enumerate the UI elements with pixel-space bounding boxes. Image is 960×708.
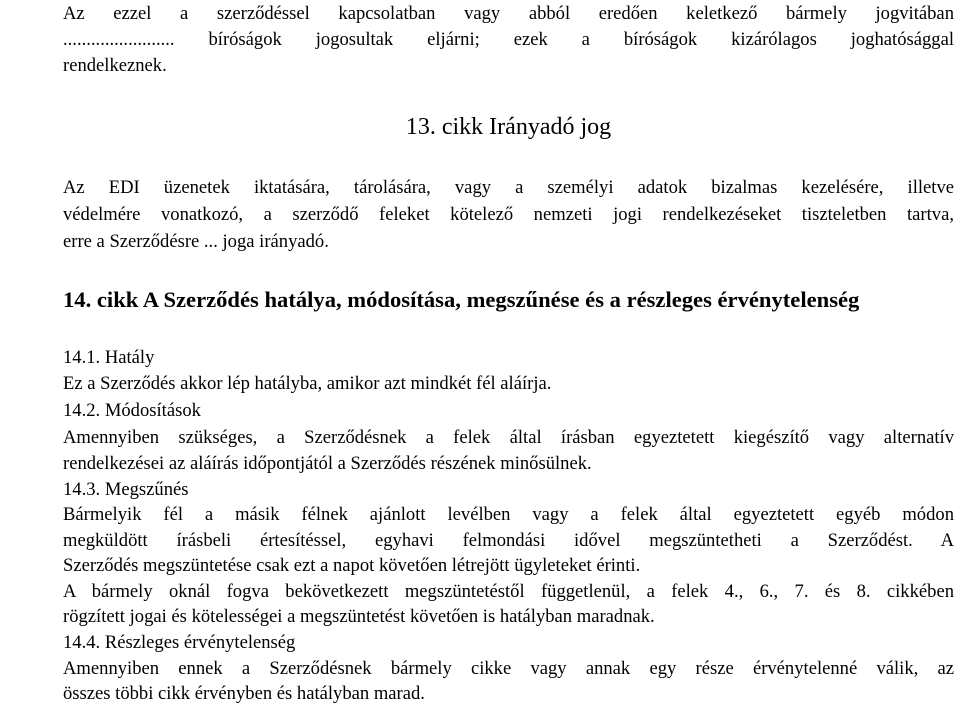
section-13-heading: 13. cikk Irányadó jog (405, 114, 612, 140)
intro-line-2: ........................ bíróságok jogosultak eljárni; ezek a bíróságok kizárólagos joghatósággal (63, 29, 954, 50)
subsection-14-3-line-3: Szerződés megszüntetése csak ezt a napot követően létrejött ügyleteket érinti. (63, 555, 641, 576)
subsection-14-3-line-1: Bármelyik fél a másik félnek ajánlott levélben vagy a felek által egyeztetett egyéb módon (63, 504, 954, 525)
subsection-14-2-title: 14.2. Módosítások (63, 400, 201, 421)
subsection-14-3-line-4: A bármely oknál fogva bekövetkezett megszüntetéstől függetlenül, a felek 4., 6., 7. és 8. cikkében (63, 581, 954, 602)
subsection-14-3-line-2: megküldött írásbeli értesítéssel, egyhavi felmondási idővel megszüntetheti a Szerződést. A (63, 530, 954, 551)
subsection-14-3-line-5: rögzített jogai és kötelességei a megszüntetést követően is hatályban maradnak. (63, 606, 655, 627)
subsection-14-4-title: 14.4. Részleges érvénytelenség (63, 632, 296, 653)
subsection-14-2-line-1: Amennyiben szükséges, a Szerződésnek a felek által írásban egyeztetett kiegészítő vagy alternatív (63, 427, 954, 448)
subsection-14-2-line-2: rendelkezései az aláírás időpontjától a Szerződés részének minősülnek. (63, 453, 592, 474)
intro-line-3: rendelkeznek. (63, 55, 167, 76)
subsection-14-1-title: 14.1. Hatály (63, 347, 155, 368)
subsection-14-1-line-1: Ez a Szerződés akkor lép hatályba, amikor azt mindkét fél aláírja. (63, 373, 552, 394)
subsection-14-3-title: 14.3. Megszűnés (63, 479, 189, 500)
subsection-14-4-line-2: összes többi cikk érvényben és hatályban marad. (63, 683, 425, 704)
section-13-line-3: erre a Szerződésre ... joga irányadó. (63, 231, 329, 252)
intro-line-1: Az ezzel a szerződéssel kapcsolatban vagy abból eredően keletkező bármely jogvitában (63, 3, 954, 24)
subsection-14-4-line-1: Amennyiben ennek a Szerződésnek bármely cikke vagy annak egy része érvénytelenné válik, az (63, 658, 954, 679)
section-13-line-2: védelmére vonatkozó, a szerződő feleket kötelező nemzeti jogi rendelkezéseket tiszteletben tartva, (63, 204, 954, 225)
section-14-heading: 14. cikk A Szerződés hatálya, módosítása, megszűnése és a részleges érvénytelenség (63, 287, 860, 312)
section-13-line-1: Az EDI üzenetek iktatására, tárolására, vagy a személyi adatok bizalmas kezelésére, illetve (63, 177, 954, 198)
